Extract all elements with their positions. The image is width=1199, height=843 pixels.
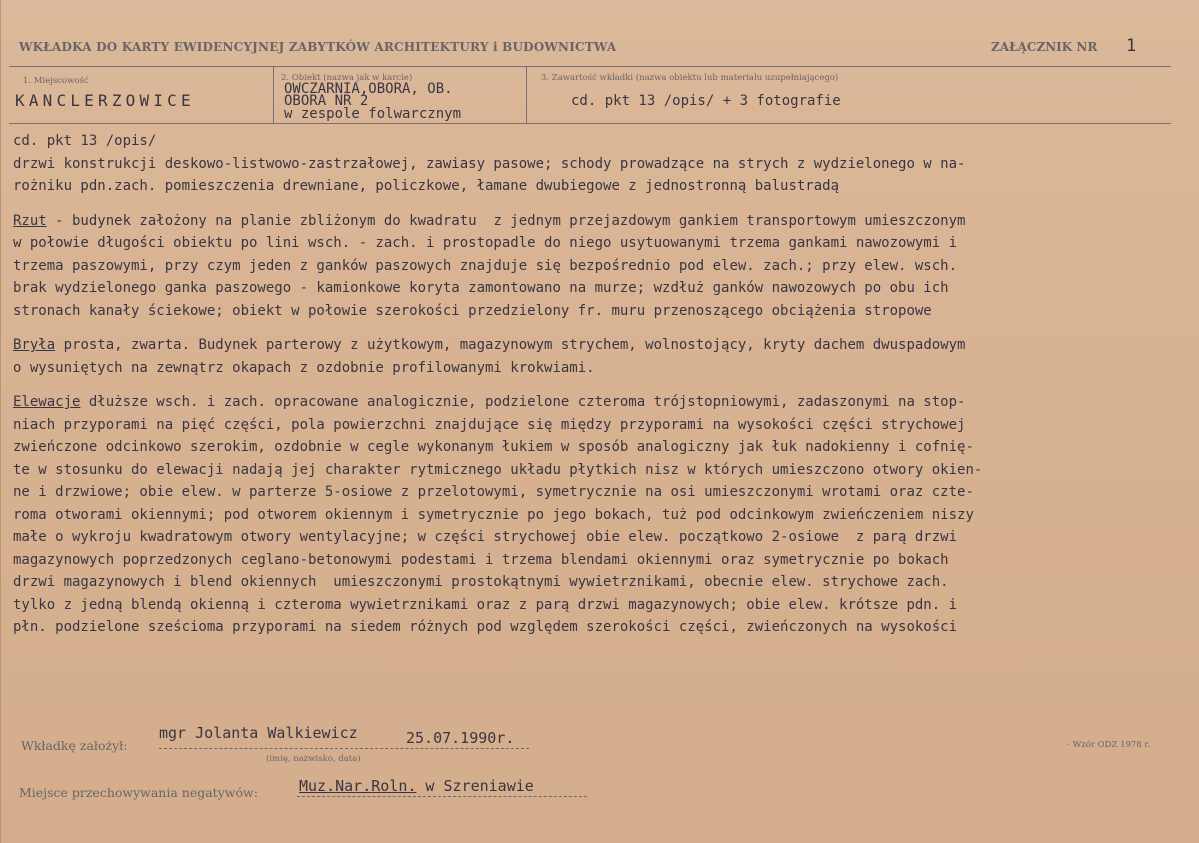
negatives-value: Muz.Nar.Roln. w Szreniawie xyxy=(299,777,534,795)
text-line: niach przyporami na pięć części, pola powierzchni znajdujące się między przyporami na wysokości części strychowej xyxy=(13,416,966,433)
author-dotted-line xyxy=(159,748,529,750)
text-line: brak wydzielonego ganka paszowego - kamionkowe koryta zamontowano na murze; wzdłuż ganków nawozowych po obu ich xyxy=(13,280,949,296)
object-line-3: w zespole folwarcznym xyxy=(284,106,462,122)
text-line: płn. podzielone sześcioma przyporami na siedem różnych pod względem szerokości części, zwieńczonych na wysokości xyxy=(13,619,958,635)
field-divider-1 xyxy=(273,66,274,123)
content-value: cd. pkt 13 /opis/ + 3 fotografie xyxy=(571,93,841,109)
text-line: roma otworami okiennymi; pod otworem okiennym i symetrycznie po jego bokach, tuż pod odcinkowym zwieńczeniem niszy xyxy=(13,506,974,523)
text-line: trzema paszowymi, przy czym jeden z ganków paszowych znajduje się bezpośrednio pod elew. zach.; przy elew. wsch. xyxy=(13,257,958,274)
card-title: WKŁADKA DO KARTY EWIDENCYJNEJ ZABYTKÓW ARCHITEKTURY i BUDOWNICTWA xyxy=(19,40,617,54)
negatives-dotted-line xyxy=(297,796,587,798)
text-line: ne i drzwiowe; obie elew. w parterze 5-osiowe z przelotowymi, symetrycznie na osi umieszczonymi wrotami oraz czte- xyxy=(13,484,974,500)
text-line: Elewacje dłuższe wsch. i zach. opracowane analogicznie, podzielone czteroma trójstopniowymi, zadaszonymi na stop- xyxy=(13,394,966,410)
object-label: 2. Obiekt (nazwa jak w karcie) xyxy=(281,73,413,83)
text-line: małe o wykroju kwadratowym otwory wentylacyjne; w części strychowej obie elew. początkowo 2-osiowe z parą drzwi xyxy=(13,529,958,545)
object-line-1: OWCZARNIA,OBORA, OB. xyxy=(284,81,453,97)
negatives-label: Miejsce przechowywania negatywów: xyxy=(19,785,258,800)
text-line: te w stosunku do elewacji nadają jej charakter rytmicznego układu płytkich nisz w których umieszczono otwory okien- xyxy=(13,461,983,478)
text-line: drzwi magazynowych i blend okiennych umieszczonymi prostokątnymi wywietrznikami, obecnie elew. strychowe zach. xyxy=(13,574,949,590)
section-heading-bryla: Bryła xyxy=(13,337,56,353)
text-line: rożniku pdn.zach. pomieszczenia drewniane, policzkowe, łamane dwubiegowe z jednostronną balustradą xyxy=(13,178,840,194)
section-heading-rzut: Rzut xyxy=(13,212,47,229)
description-text xyxy=(13,130,1185,639)
object-line-2: OBORA NR 2 xyxy=(284,93,369,109)
annex-label: ZAŁĄCZNIK NR xyxy=(991,40,1098,54)
text-line: drzwi konstrukcji deskowo-listwowo-zastrzałowej, zawiasy pasowe; schody prowadzące na strych z wydzielonego w na- xyxy=(13,155,966,172)
section-heading-elewacje: Elewacje xyxy=(13,394,81,410)
author-label: Wkładkę założył: xyxy=(21,738,128,753)
place-label: 1. Miejscowość xyxy=(23,76,89,86)
author-caption: (imię, nazwisko, data) xyxy=(266,754,361,764)
text-line: Rzut - budynek założony na planie zbliżonym do kwadratu z jednym przejazdowym gankiem transportowym umieszczonym xyxy=(13,212,966,229)
date-value: 25.07.1990r. xyxy=(406,729,515,747)
field-divider-2 xyxy=(526,66,527,123)
annex-number: 1 xyxy=(1126,36,1137,56)
form-note: - Wzór ODZ 1978 r. xyxy=(1067,740,1151,750)
fields-bottom-rule xyxy=(9,123,1171,124)
text-line: Bryła prosta, zwarta. Budynek parterowy z użytkowym, magazynowym strychem, wolnostojący, kryty dachem dwuspadowym xyxy=(13,337,966,353)
text-line: w połowie długości obiektu po lini wsch. - zach. i prostopadle do niego usytuowanymi trzema gankami nawozowymi i xyxy=(13,235,958,251)
header-top-rule xyxy=(9,66,1171,67)
text-line: o wysuniętych na zewnątrz okapach z ozdobnie profilowanymi krokwiami. xyxy=(13,359,595,376)
place-value: KANCLERZOWICE xyxy=(15,91,195,110)
text-line: stronach kanały ściekowe; obiekt w połowie szerokości przedzielony fr. muru przenoszącego obciążenia stropowe xyxy=(13,302,932,319)
content-label: 3. Zawartość wkładki (nazwa obiektu lub materiału uzupełniającego) xyxy=(541,73,839,83)
text-line: zwieńczone odcinkowo szerokim, ozdobnie w cegle wykonanym łukiem w sposób analogiczny jak łuk nadokienny i cofnię- xyxy=(13,439,974,455)
text-line: cd. pkt 13 /opis/ xyxy=(13,133,157,149)
text-line: magazynowych poprzedzonych ceglano-betonowymi podestami i trzema blendami okiennymi oraz symetrycznie po bokach xyxy=(13,551,949,568)
text-line: tylko z jedną blendą okienną i czteroma wywietrznikami oraz z parą drzwi magazynowych; obie elew. krótsze pdn. i xyxy=(13,596,958,613)
author-value: mgr Jolanta Walkiewicz xyxy=(159,724,358,742)
